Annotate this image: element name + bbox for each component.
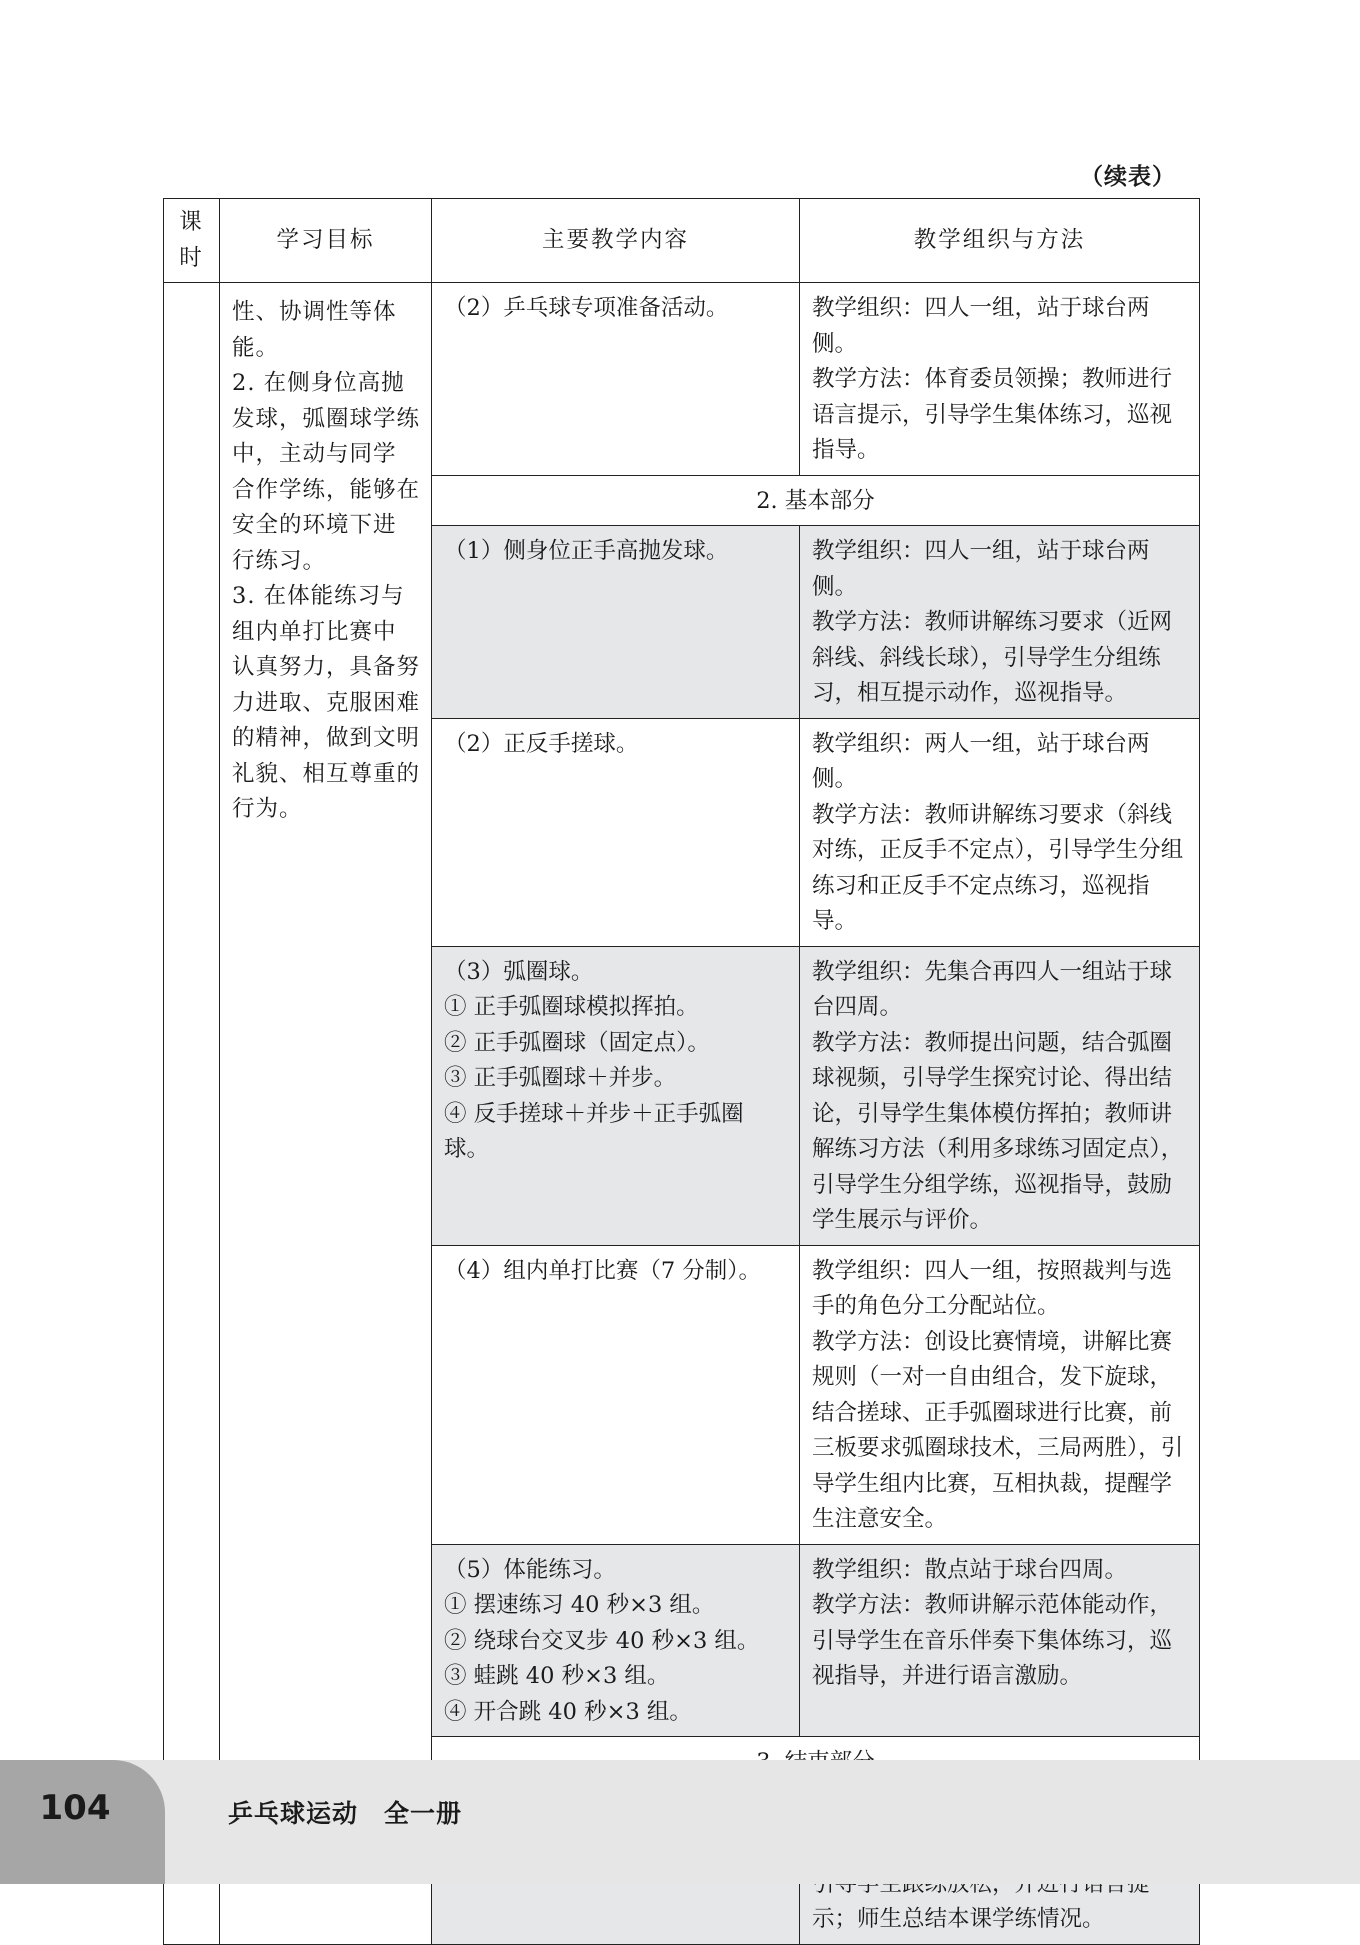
method-line: 教学组织：四人一组，站于球台两侧。 [812,295,1150,357]
method-line: 教学组织：四人一组，站于球台两侧。 [812,538,1150,600]
method-line: 教学方法：教师讲解示范体能动作，引导学生在音乐伴奏下集体练习，巡视指导，并进行语言激励。 [812,1592,1173,1689]
method-cell [800,1245,1200,1544]
goal-line: 发球，弧圈球学练 [232,405,421,432]
method-line: 教学方法：教师讲解练习要求（斜线对练，正反手不定点），引导学生分组练习和正反手不定点练习，巡视指导。 [812,801,1184,934]
section-title: 2. 基本部分 [432,475,1200,526]
content-cell [432,283,800,476]
method-line: 教学方法：教师提出问题，结合弧圈球视频，引导学生探究讨论、得出结论，引导学生集体模仿挥拍；教师讲解练习方法（利用多球练习固定点），引导学生分组学练，巡视指导，鼓励学生展示与评价。 [812,1029,1184,1233]
goal-line: 的精神，做到文明 [232,725,421,751]
content-line: （4）组内单打比赛（7 分制）。 [444,1257,762,1284]
method-line: 教学方法：创设比赛情境，讲解比赛规则（一对一自由组合，发下旋球，结合搓球、正手弧圈球进行比赛，前三板要求弧圈球技术，三局两胜），引导学生组内比赛，互相执裁，提醒学生注意安全。 [812,1328,1184,1532]
method-line: 教学组织：先集合再四人一组站于球台四周。 [812,958,1173,1020]
goal-line: 性、协调性等体能。 [232,299,397,361]
content-cell [432,526,800,719]
footer-bar [0,1760,1360,1884]
goal-line: 行为。 [232,796,303,822]
content-line: （2）乒乓球专项准备活动。 [444,295,729,321]
book-title: 乒乓球运动 全一册 [228,1799,463,1828]
goal-line: 合作学练，能够在 [232,476,421,503]
table-body [164,283,1200,1945]
content-line: （2）正反手搓球。 [444,730,639,757]
content-cell [432,1544,800,1737]
lesson-plan-table [163,198,1200,1945]
method-line: 教学组织：四人一组，按照裁判与选手的角色分工分配站位。 [812,1257,1173,1319]
goal-line: 礼貌、相互尊重的 [232,760,421,787]
header-period: 课时 [164,199,220,283]
content-cell [432,946,800,1245]
goal-line: 中，主动与同学 [232,441,397,467]
goal-line: 组内单打比赛中 [232,618,397,645]
goal-line: 行练习。 [232,547,327,574]
method-cell [800,526,1200,719]
table-header-row [164,199,1200,283]
content-cell [432,1245,800,1544]
goal-line: 3. 在体能练习与 [232,583,405,609]
method-line: 教学组织：散点站于球台四周。 [812,1556,1128,1583]
goal-line: 2. 在侧身位高抛 [232,370,405,396]
method-cell [800,946,1200,1245]
content-line: ① 摆速练习 40 秒×3 组。 [444,1592,715,1618]
content-line: ③ 正手弧圈球＋并步。 [444,1065,677,1091]
method-line: 教学方法：教师讲解练习要求（近网斜线、斜线长球），引导学生分组练习，相互提示动作，巡视指导。 [812,609,1173,706]
content-line: ② 正手弧圈球（固定点）。 [444,1029,710,1056]
continued-label: （续表） [1080,164,1176,190]
content-line: （1）侧身位正手高抛发球。 [444,538,729,564]
goal-line: 力进取、克服困难 [232,689,421,716]
content-line: ① 正手弧圈球模拟挥拍。 [444,994,699,1020]
content-line: ③ 蛙跳 40 秒×3 组。 [444,1663,670,1689]
content-cell [432,718,800,946]
method-cell [800,1544,1200,1737]
page-number: 104 [39,1788,111,1828]
period-cell [164,283,220,1945]
content-line: ④ 反手搓球＋并步＋正手弧圈球。 [444,1100,744,1162]
header-content: 主要教学内容 [432,199,800,283]
header-method: 教学组织与方法 [800,199,1200,283]
content-line: ② 绕球台交叉步 40 秒×3 组。 [444,1627,760,1654]
method-line: 教学方法：体育委员领操；教师进行语言提示，引导学生集体练习，巡视指导。 [812,366,1173,463]
content-line: （5）体能练习。 [444,1556,616,1583]
goal-line: 安全的环境下进 [232,512,397,538]
table-row [164,283,1200,476]
method-cell [800,283,1200,476]
method-line: 示；师生总结本课学练情况。 [812,1906,1105,1932]
goal-line: 认真努力，具备努 [232,654,421,680]
header-goals: 学习目标 [220,199,432,283]
goals-cell [220,283,432,1945]
content-line: （3）弧圈球。 [444,958,594,985]
method-cell [800,718,1200,946]
method-line: 教学组织：两人一组，站于球台两侧。 [812,730,1150,792]
content-line: ④ 开合跳 40 秒×3 组。 [444,1698,692,1725]
